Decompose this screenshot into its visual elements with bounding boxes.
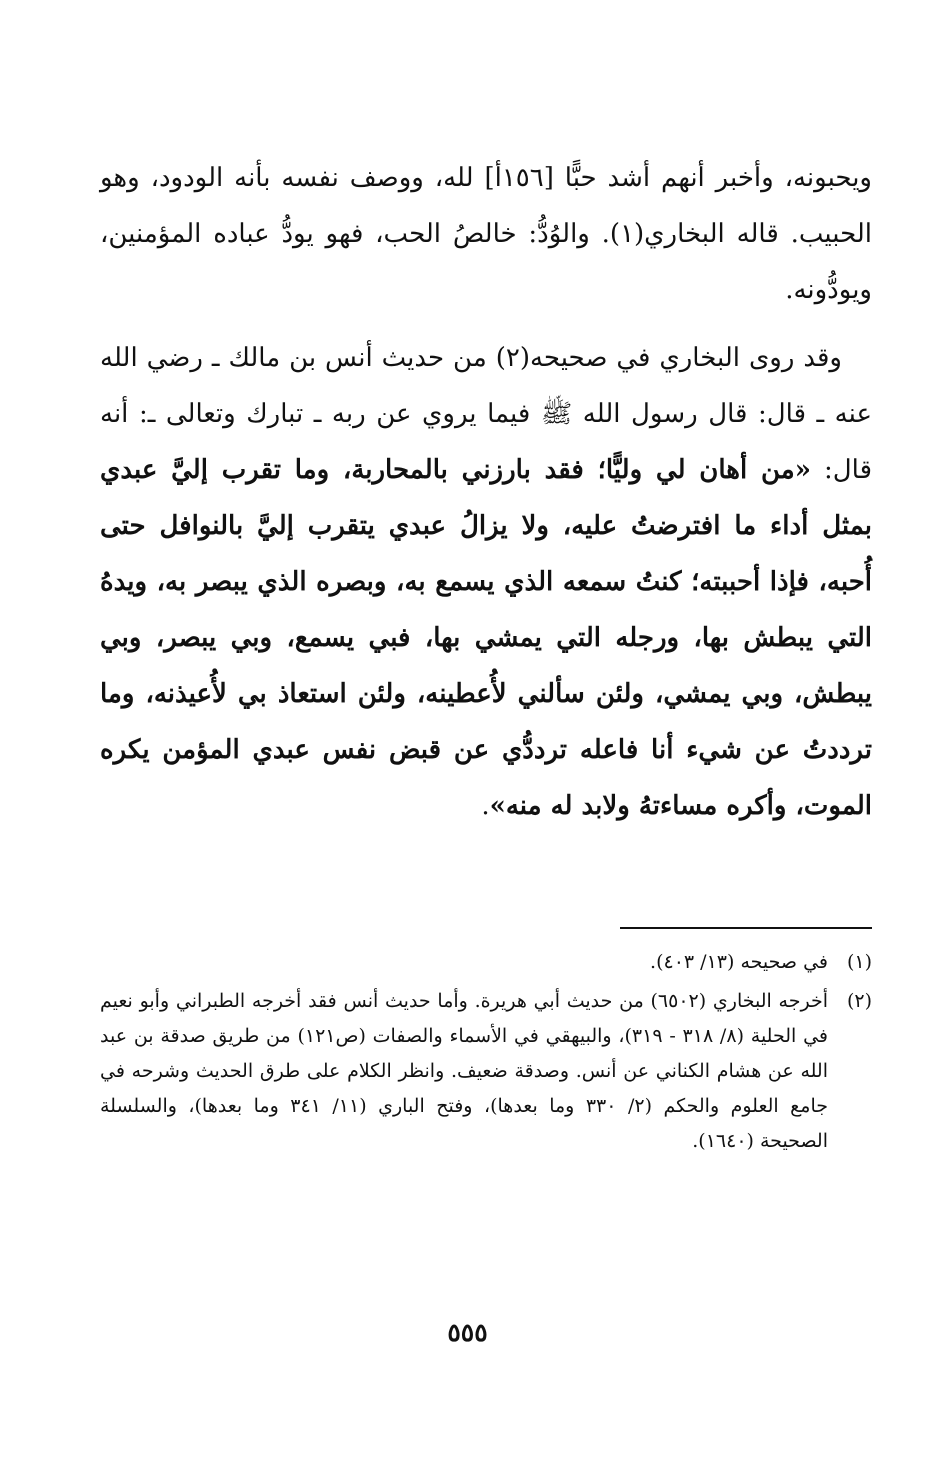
page-number: ٥٥٥: [447, 1318, 488, 1347]
paragraph-love-of-allah: ويحبونه، وأخبر أنهم أشد حبًّا [١٥٦أ] لله، ووصف نفسه بأنه الودود، وهو الحبيب. قاله البخاري(١). والوُدُّ: خالصُ الحب، فهو يودُّ عباده المؤمنين، ويودُّونه.: [100, 163, 872, 305]
footnotes-section: [100, 945, 872, 1163]
hadith-quote: «من أهان لي وليًّا؛ فقد بارزني بالمحاربة، وما تقرب إليَّ عبدي بمثل أداء ما افترضتُ عليه، ولا يزالُ عبدي يتقرب إليَّ بالنوافل حتى أُحبه، فإذا أحببته؛ كنتُ سمعه الذي يسمع به، وبصره الذي يبصر به، ويدهُ التي يبطش بها، ورجله التي يمشي بها، فبي يسمع، وبي يبصر، وبي يبطش، وبي يمشي، ولئن سألني لأُعطينه، ولئن استعاذ بي لأُعيذنه، وما ترددتُ عن شيء أنا فاعله ترددُّي عن قبض نفس عبدي المؤمن يكره الموت، وأكره مساءتهُ ولابد له منه»: [100, 455, 872, 821]
paragraph-hadith-narration: [100, 330, 872, 834]
footnote-number: (٢): [846, 990, 872, 1012]
hadith-closing-punctuation: .: [481, 791, 490, 821]
footnote-text: أخرجه البخاري (٦٥٠٢) من حديث أبي هريرة. وأما حديث أنس فقد أخرجه الطبراني وأبو نعيم في الحلية (٨/ ٣١٨ - ٣١٩)، والبيهقي في الأسماء والصفات (ص١٢١) من طريق صدقة بن عبد الله عن هشام الكناني عن أنس. وصدقة ضعيف. وانظر الكلام على طرق الحديث وشرحه في جامع العلوم والحكم (٢/ ٣٣٠ وما بعدها)، وفتح الباري (١١/ ٣٤١ وما بعدها)، والسلسلة الصحيحة (١٦٤٠).: [100, 990, 828, 1152]
main-text-body: [100, 150, 872, 834]
footnote-1: [100, 945, 872, 980]
footnote-number: (١): [846, 951, 872, 973]
footnote-text: في صحيحه (١٣/ ٤٠٣).: [650, 951, 828, 973]
hadith-introduction: وقد روى البخاري في صحيحه(٢) من حديث أنس بن مالك ـ رضي الله عنه ـ قال: قال رسول الله ﷺ فيما يروي عن ربه ـ تبارك وتعالى ـ: أنه قال:: [100, 343, 872, 485]
footnote-2: [100, 984, 872, 1159]
footnote-separator: [620, 927, 872, 929]
